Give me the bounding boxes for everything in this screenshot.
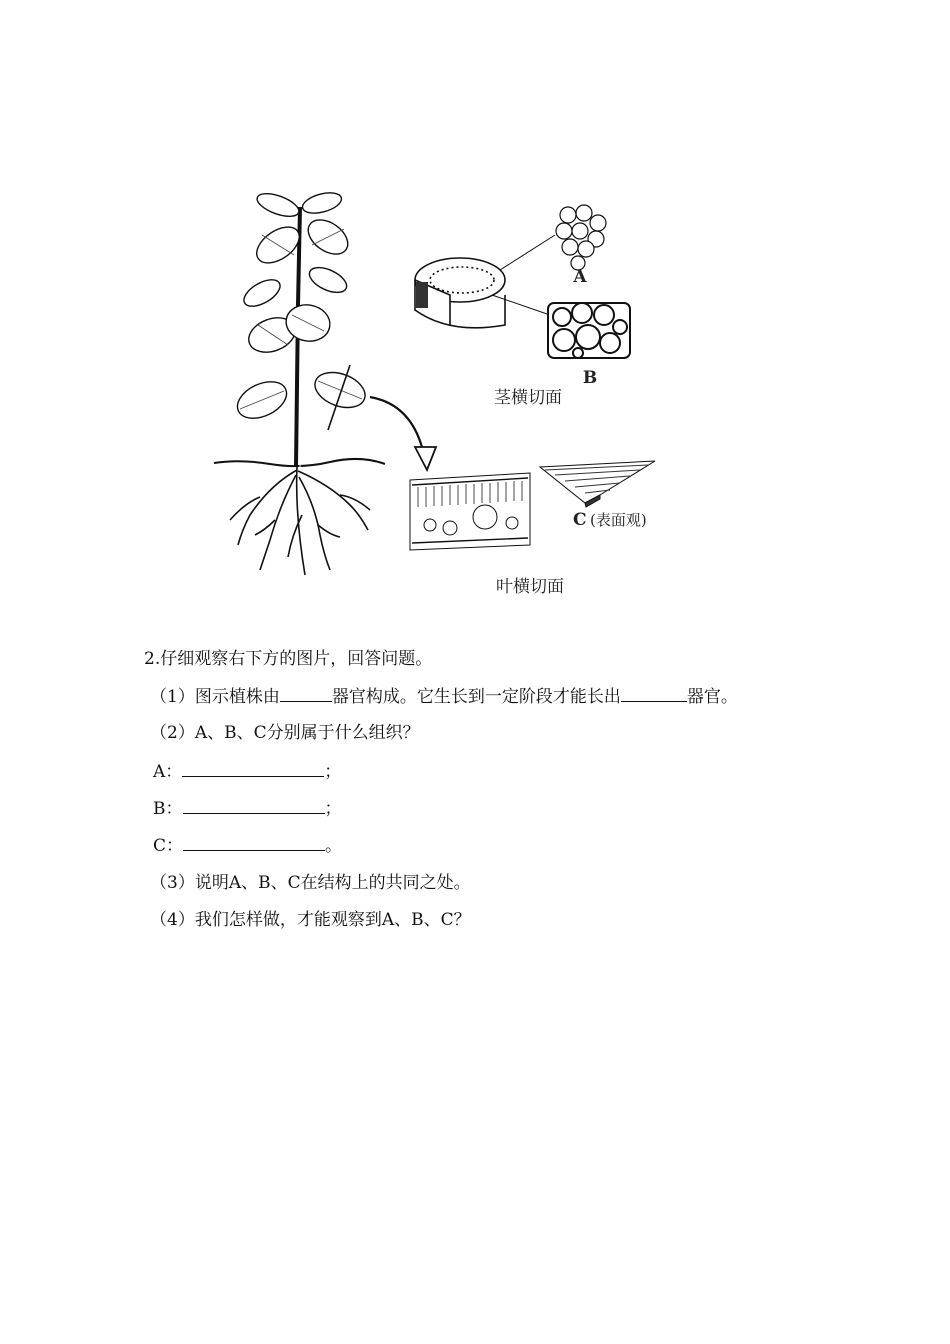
plant-diagram <box>200 185 680 605</box>
label-c: C <box>573 510 587 530</box>
question-title: 2.仔细观察右下方的图片，回答问题。 <box>144 649 433 669</box>
answer-b-end: ； <box>324 799 342 819</box>
answer-b-row <box>153 797 342 820</box>
ground-line <box>214 459 385 466</box>
q1-text-part1: （1）图示植株由 <box>150 687 280 707</box>
answer-b-label: B： <box>153 799 183 819</box>
question-3: （3）说明A、B、C在结构上的共同之处。 <box>150 873 471 893</box>
leaf-cross-section <box>410 473 530 550</box>
label-b: B <box>582 368 598 388</box>
label-a: A <box>573 267 587 287</box>
answer-b-blank[interactable] <box>183 797 325 814</box>
epidermis-c <box>540 461 655 507</box>
q1-text-part2: 器官构成。它生长到一定阶段才能长出 <box>331 687 621 707</box>
answer-a-blank[interactable] <box>182 760 324 777</box>
answer-a-label: A： <box>153 762 183 782</box>
answer-c-end: 。 <box>325 836 343 856</box>
plant-structure-figure <box>200 185 680 605</box>
q1-blank-1[interactable] <box>280 685 332 702</box>
q1-text-part3: 器官。 <box>686 687 738 707</box>
q1-blank-2[interactable] <box>621 685 687 702</box>
cells-a <box>556 205 606 270</box>
cells-b <box>548 303 630 358</box>
label-c-note: (表面观) <box>590 511 647 529</box>
leaf-section-caption: 叶横切面 <box>496 577 564 597</box>
roots <box>230 467 370 575</box>
stem-section-caption: 茎横切面 <box>494 388 562 408</box>
stem-cross-section <box>415 258 505 328</box>
question-2: （2）A、B、C分别属于什么组织？ <box>150 723 420 743</box>
question-1 <box>150 685 738 708</box>
answer-a-end: ； <box>324 762 342 782</box>
question-4: （4）我们怎样做，才能观察到A、B、C？ <box>150 910 471 930</box>
answer-c-label: C： <box>153 836 184 856</box>
answer-c-row <box>153 834 342 857</box>
answer-c-blank[interactable] <box>183 834 325 851</box>
answer-a-row <box>153 760 341 783</box>
